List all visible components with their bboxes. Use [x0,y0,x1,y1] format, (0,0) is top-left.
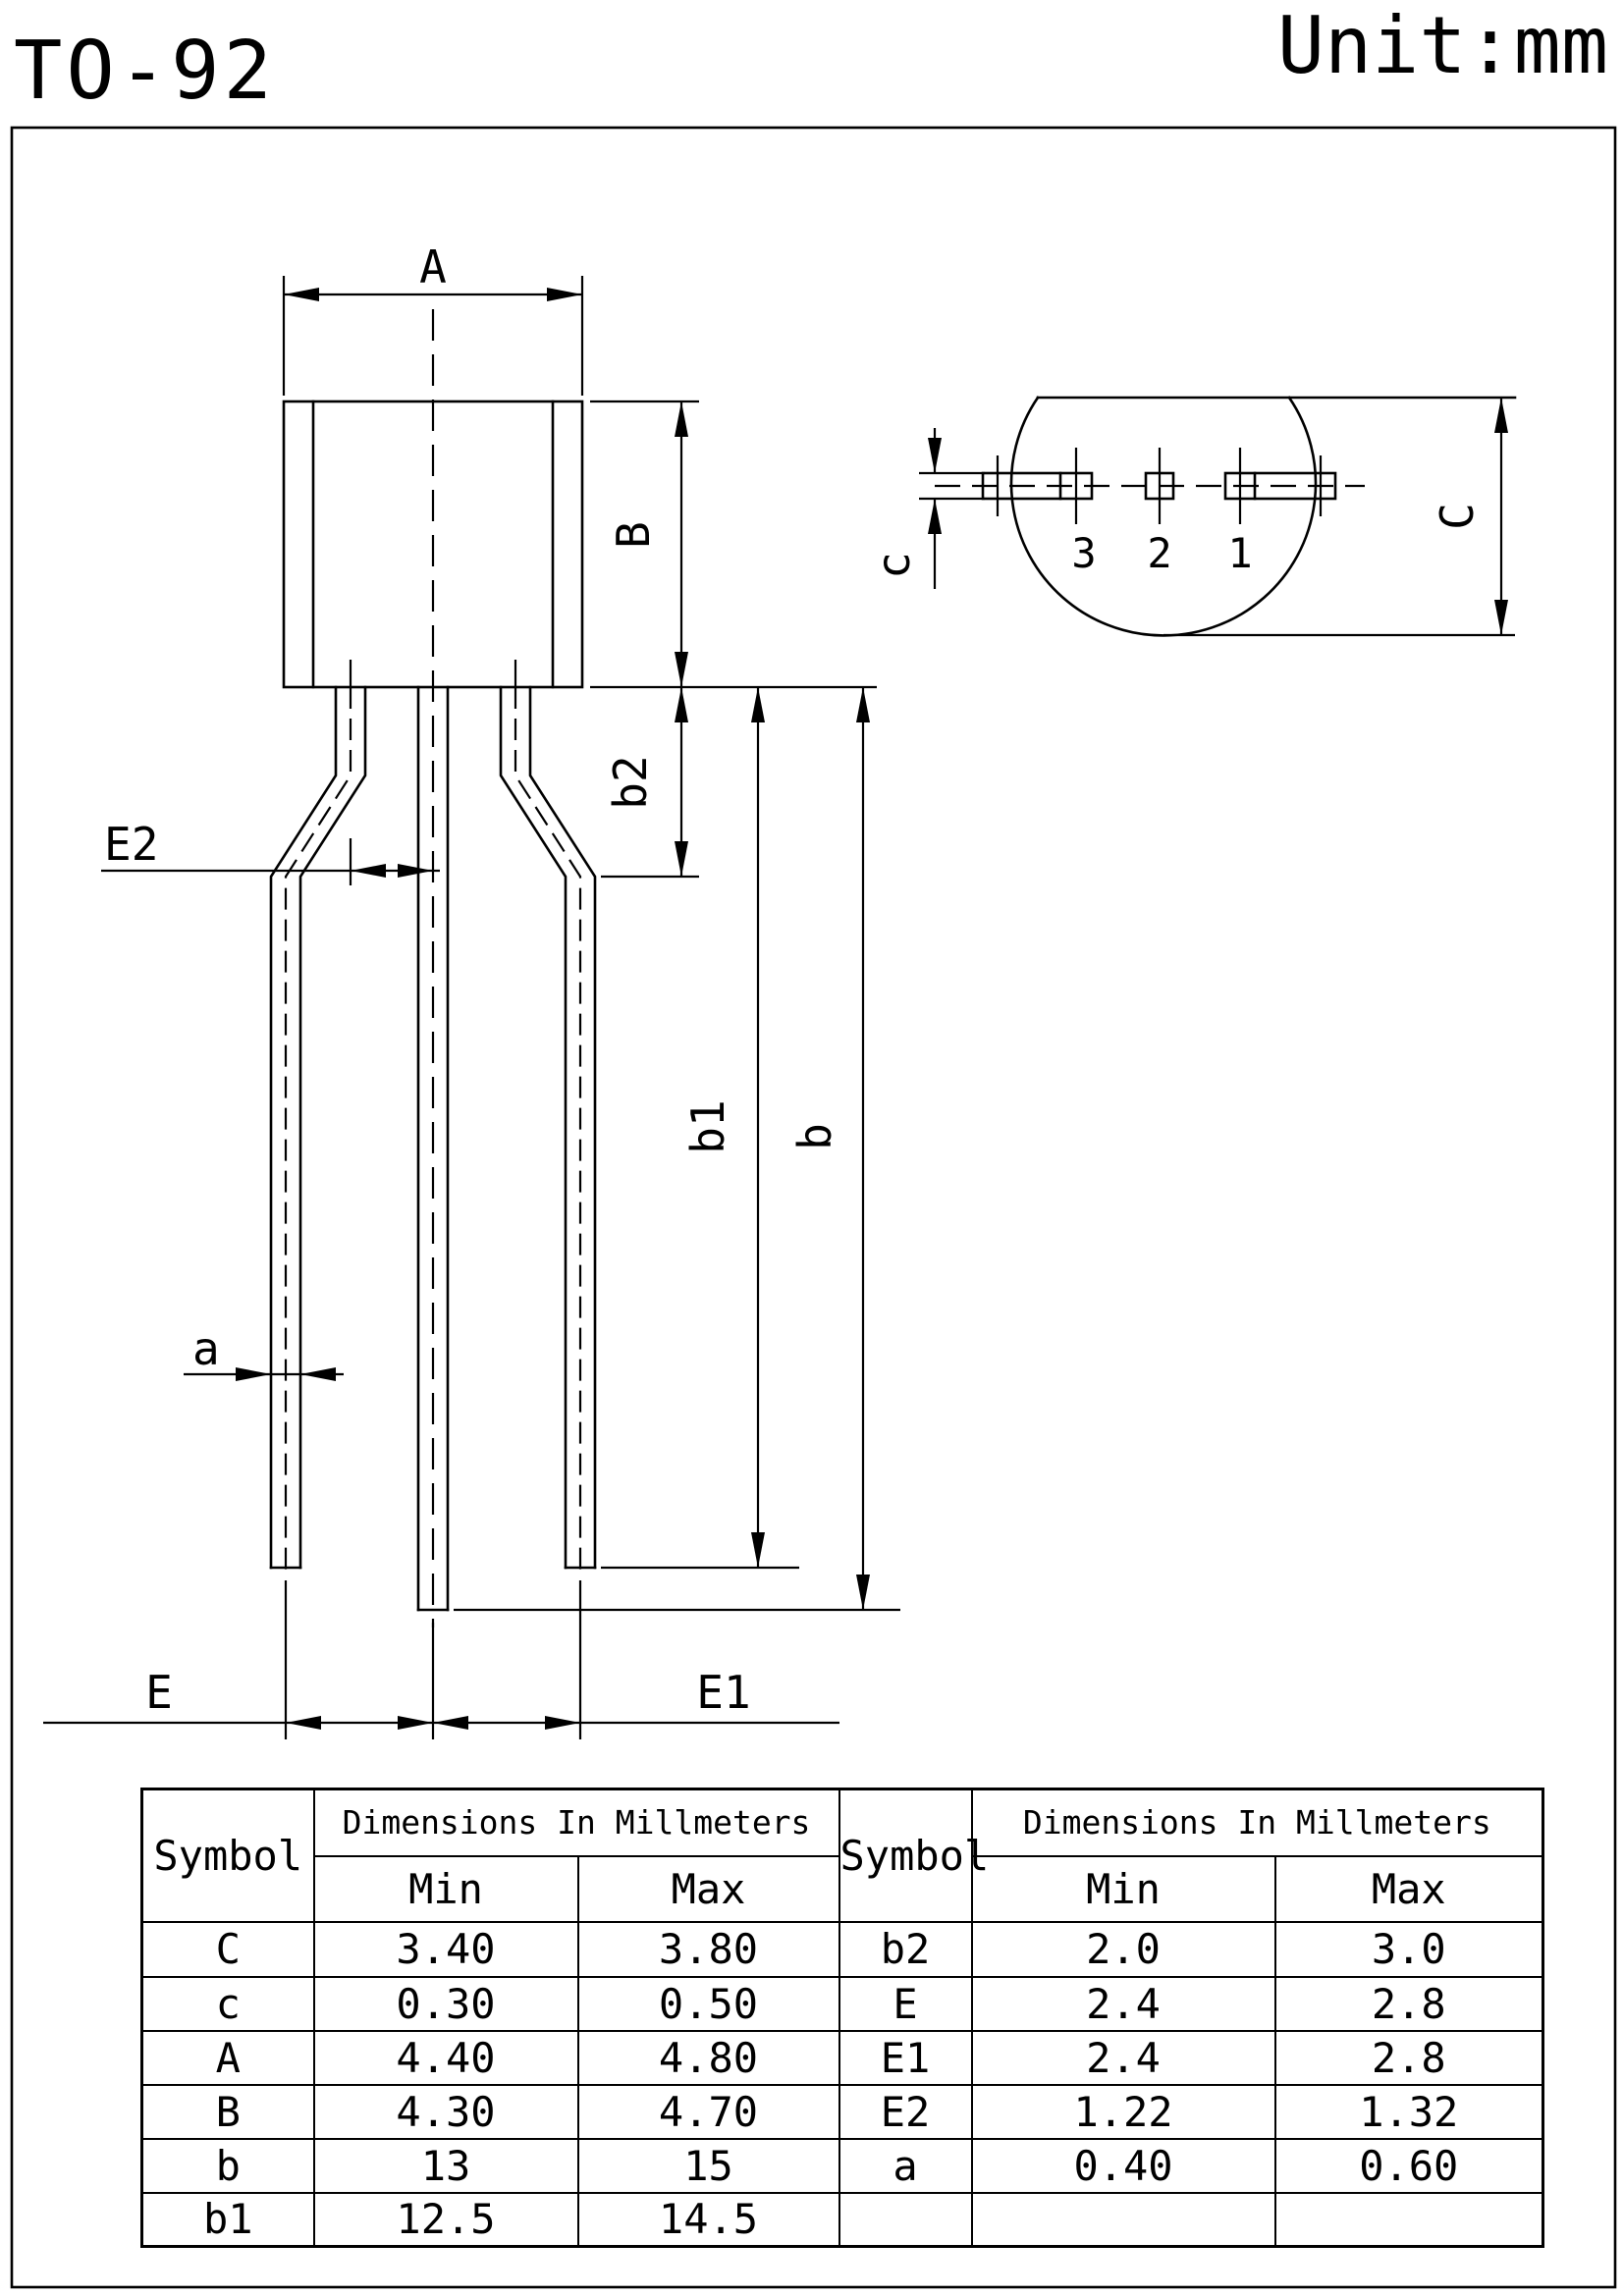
table-row [142,2193,1543,2247]
dim-label-E: E [145,1666,173,1719]
min-cell: 3.40 [314,1922,578,1977]
dim-label-b2: b2 [604,755,657,810]
table-header-dimensions-left: Dimensions In Millmeters [314,1789,839,1856]
front-view [43,240,900,1739]
dimension-table [140,1788,1542,2245]
pin-label-3: 3 [1071,529,1097,577]
symbol-cell: B [142,2085,314,2139]
table-row [142,2085,1543,2139]
symbol-cell: a [839,2139,972,2193]
max-cell: 0.50 [578,1977,839,2031]
bottom-view [867,398,1515,635]
lead-right [501,660,595,1573]
pin3-section [983,448,1092,524]
symbol-cell: E1 [839,2031,972,2085]
dim-label-E1: E1 [696,1666,751,1719]
table-row [142,2031,1543,2085]
table-header-symbol-right: Symbol [839,1789,972,1922]
min-cell: 13 [314,2139,578,2193]
max-cell: 3.80 [578,1922,839,1977]
dimension-b [454,687,900,1610]
min-cell: 2.4 [972,2031,1275,2085]
dim-label-c: c [867,552,920,579]
min-cell: 0.40 [972,2139,1275,2193]
min-cell: 1.22 [972,2085,1275,2139]
dim-label-C: C [1431,503,1484,530]
min-cell: 12.5 [314,2193,578,2247]
table-header-symbol-left: Symbol [142,1789,314,1922]
max-cell: 4.80 [578,2031,839,2085]
dim-label-b: b [788,1123,841,1150]
min-cell: 4.30 [314,2085,578,2139]
dimension-b1 [601,687,799,1568]
table-row [142,1977,1543,2031]
max-cell: 0.60 [1275,2139,1543,2193]
min-cell [972,2193,1275,2247]
max-cell: 1.32 [1275,2085,1543,2139]
min-cell: 2.4 [972,1977,1275,2031]
symbol-cell: b [142,2139,314,2193]
pin-label-2: 2 [1147,529,1172,577]
symbol-cell: b1 [142,2193,314,2247]
table-header-max-left: Max [578,1856,839,1922]
unit-label: Unit:mm [1276,0,1608,91]
max-cell [1275,2193,1543,2247]
table-header-dimensions-right: Dimensions In Millmeters [972,1789,1543,1856]
symbol-cell: E2 [839,2085,972,2139]
dim-label-b1: b1 [681,1099,734,1154]
package-title: TO-92 [14,25,276,118]
symbol-cell: A [142,2031,314,2085]
dimension-E-E1 [43,1580,839,1739]
lead-left-centerline [286,687,351,1573]
symbol-cell: C [142,1922,314,1977]
body-arc [1011,398,1316,635]
symbol-cell [839,2193,972,2247]
table-row [142,2139,1543,2193]
dim-label-B: B [607,521,660,549]
max-cell: 15 [578,2139,839,2193]
dimension-a [184,1322,344,1381]
min-cell: 4.40 [314,2031,578,2085]
table-header-min-right: Min [972,1856,1275,1922]
max-cell: 2.8 [1275,2031,1543,2085]
max-cell: 3.0 [1275,1922,1543,1977]
lead-right-centerline [515,687,580,1573]
lead-left [271,660,365,1573]
dimension-C [1431,398,1508,635]
max-cell: 4.70 [578,2085,839,2139]
min-cell: 0.30 [314,1977,578,2031]
max-cell: 2.8 [1275,1977,1543,2031]
table-header-min-left: Min [314,1856,578,1922]
max-cell: 14.5 [578,2193,839,2247]
symbol-cell: c [142,1977,314,2031]
dimension-b2 [601,687,699,877]
symbol-cell: E [839,1977,972,2031]
dimension-c [867,428,985,589]
pin-label-1: 1 [1227,529,1253,577]
table-row [142,1922,1543,1977]
dim-label-a: a [192,1322,220,1375]
table-header-max-right: Max [1275,1856,1543,1922]
min-cell: 2.0 [972,1922,1275,1977]
dim-label-A: A [419,240,447,294]
symbol-cell: b2 [839,1922,972,1977]
dim-label-E2: E2 [104,818,159,871]
